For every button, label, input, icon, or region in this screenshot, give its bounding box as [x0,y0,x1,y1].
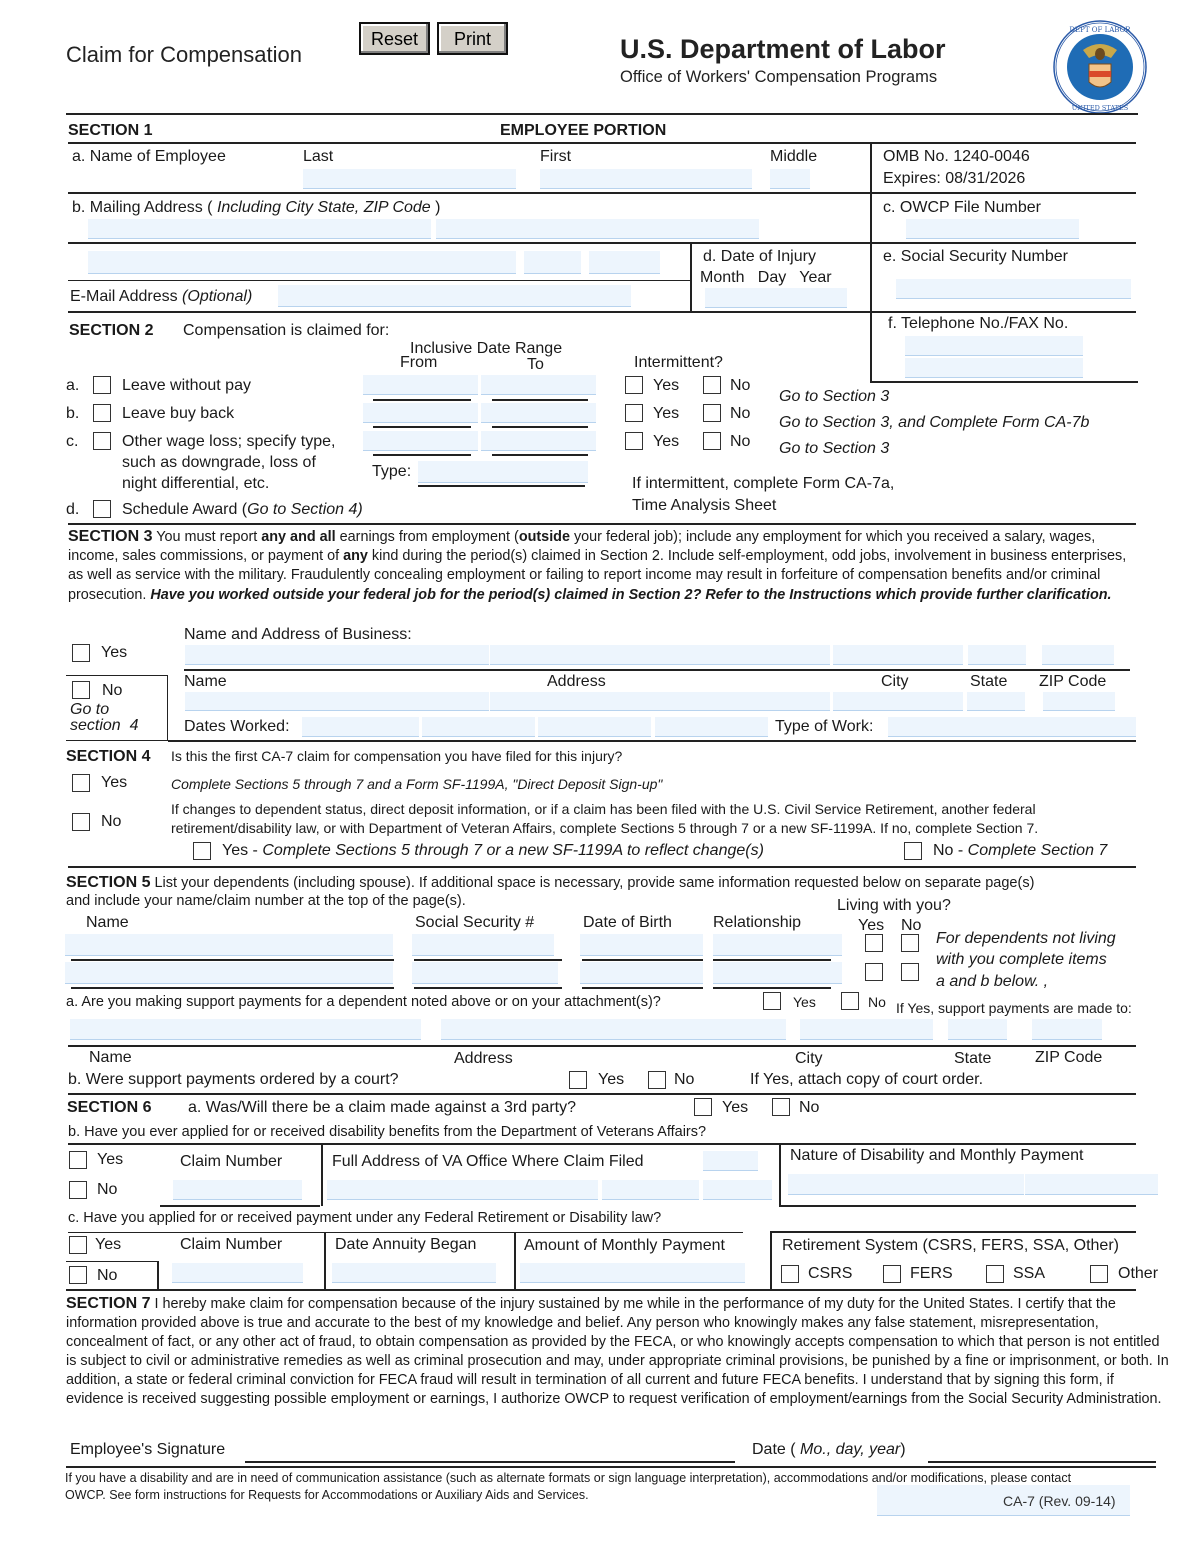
divider [160,1205,320,1207]
owl-intermittent-no-checkbox[interactable] [703,432,721,450]
yes-label: Yes [653,405,680,422]
section1-heading: SECTION 1 [68,122,153,139]
business-zip-input-2[interactable] [1043,692,1115,711]
ssn-input[interactable] [896,279,1131,299]
divider [870,142,872,382]
date-line [928,1461,1156,1463]
intermittent-note-line1: If intermittent, complete Form CA-7a, [632,475,895,492]
no-label: No [730,433,751,450]
last-name-label: Last [303,148,334,165]
divider [373,454,471,456]
date-label-text: Date ( [752,1441,801,1458]
agency-name: U.S. Department of Labor [620,34,946,64]
no-label: No [730,405,751,422]
divider [68,1143,1136,1145]
item-a-letter: a. [66,377,80,394]
dependent-ssn-col: Social Security # [415,914,535,931]
third-party-yes-checkbox[interactable] [694,1098,712,1116]
first-claim-yes-checkbox[interactable] [72,774,90,792]
dependent-relationship-col: Relationship [713,914,802,931]
changes-no-note: Complete Section 7 [967,842,1108,859]
divider [184,669,1130,671]
retirement-yes-checkbox[interactable] [69,1236,87,1254]
phone-fax-label: f. Telephone No./FAX No. [888,315,1069,332]
divider [68,192,1136,194]
mailing-address-label [72,199,440,217]
dependent1-ssn-input[interactable] [412,934,554,956]
support-address-input[interactable] [441,1019,786,1040]
business-zip-col: ZIP Code [1039,673,1107,690]
dates-worked-input-2[interactable] [422,717,535,737]
omb-number: OMB No. 1240-0046 [883,148,1030,165]
yes-label: Yes [653,377,680,394]
owl-intermittent-yes-checkbox[interactable] [625,432,643,450]
divider [373,426,471,428]
dependent-note-line3: a and b below. , [936,973,1049,990]
ssa-checkbox[interactable] [986,1265,1004,1283]
header-divider [66,113,1138,115]
accommodation-note-line2: OWCP. See form instructions for Requests for Accommodations or Auxiliary Aids and Services. [65,1488,589,1502]
monthly-payment-input[interactable] [1025,1174,1158,1195]
support-state-input[interactable] [948,1019,1007,1040]
intermittent-label: Intermittent? [634,354,723,371]
business-address-col: Address [547,673,606,690]
form-title: Claim for Compensation [66,42,302,67]
section3-text-part: kind during the period(s) claimed in Section 2. Include self-employment, odd jobs, involvement in business enterprises, as well as service with the military. Fraudulently concealing employment or failing to report income may result in forfeiture of compensation benefits and/or criminal prosecution. [68,548,1127,603]
date-of-injury-input[interactable] [705,288,847,308]
divider [713,959,831,961]
worked-outside-no-checkbox[interactable] [72,681,90,699]
first-name-label: First [540,148,572,165]
dependent1-dob-input[interactable] [580,934,703,956]
goto-section4-note: Go to [70,701,110,718]
yes-label: Yes [653,433,680,450]
retirement-system-label: Retirement System (CSRS, FERS, SSA, Other) [782,1237,1119,1254]
court-yes-checkbox[interactable] [569,1071,587,1089]
goto-section3-ca7b-note: Go to Section 3, and Complete Form CA-7b [779,414,1090,431]
divider [68,523,1136,525]
lwop-from-input[interactable] [363,375,478,395]
leave-buy-back-label: Leave buy back [122,405,235,422]
business-city-input-2[interactable] [833,692,963,711]
business-zip-input-1[interactable] [1042,645,1114,665]
email-label [70,288,252,306]
yes-label: Yes [722,1099,749,1116]
va-no-checkbox[interactable] [69,1181,87,1199]
no-label: No [97,1181,118,1198]
yes-label: Yes [793,994,816,1010]
worked-outside-yes-checkbox[interactable] [72,644,90,662]
divider [373,399,471,401]
wage-loss-type-input[interactable] [418,461,588,483]
fax-input[interactable] [905,358,1083,378]
date-annuity-input[interactable] [332,1263,496,1283]
support-name-col: Name [89,1049,132,1066]
mailing-label-close: ) [430,199,441,216]
telephone-input[interactable] [905,336,1083,356]
yes-label: Yes [101,774,128,791]
section7-certification: I hereby make claim for compensation because of the injury sustained by me while in the performance of my duty for the United States. I certify that the information provided above is true and accurate to the best of my knowledge and belief. Any person who knowingly makes any false statement, misrepresentation, concealment of fact, or any other act of fraud, to obtain compensation as provided by the FECA, or who knowingly accepts compensation to which that person is not entitled is subject to civil or administrative remedies as well as criminal prosecution and may, under appropriate criminal provisions, be punished by a fine or imprisonment, or both. In addition, a state or federal criminal conviction for FECA fraud will result in termination of all current and future FECA benefits. I understand that by signing this form, if evidence is received suggesting possible employment or earnings, I authorize OWCP to request verification of employment/earnings from the Social Security Administration. [66,1296,1169,1408]
date-label-close: ) [900,1441,906,1458]
first-claim-no-checkbox[interactable] [72,813,90,831]
section5-heading: SECTION 5 [66,874,151,891]
va-claim-number-label: Claim Number [180,1153,283,1170]
divider [68,1232,743,1233]
support-address-col: Address [454,1050,513,1067]
section5-intro-line2: and include your name/claim number at the top of the page(s). [66,893,466,909]
schedule-award-goto: Go to Section 4) [247,501,363,518]
yes-label: Yes [101,644,128,661]
item-d-letter: d. [66,501,80,518]
last-name-input[interactable] [303,169,516,189]
no-label: No [799,1099,820,1116]
section3-question: Have you worked outside your federal job for the period(s) claimed in Section 2? Refer to the Instructions which provide further clarification. [150,586,1112,603]
support-zip-input[interactable] [1032,1019,1102,1040]
dependent1-name-input[interactable] [65,934,393,956]
state-input[interactable] [524,251,581,274]
section4-heading: SECTION 4 [66,748,151,765]
changes-no-text: No - [933,842,968,859]
va-claim-number-input[interactable] [173,1180,302,1200]
dates-worked-label: Dates Worked: [184,718,290,735]
section7-text [66,1294,1170,1410]
accommodation-note-line1: If you have a disability and are in need of communication assistance (such as alternate formats or sign language interpretation), accommodations and/or modifications, please contact [65,1471,1072,1485]
support-no-checkbox[interactable] [841,992,859,1010]
fers-label: FERS [910,1265,953,1282]
divider [71,959,394,961]
changes-no-checkbox[interactable] [904,842,922,860]
schedule-award-label [122,501,363,519]
department-of-labor-seal-icon [1053,20,1147,114]
divider [68,242,1136,244]
lbb-from-input[interactable] [363,403,478,423]
section3-text [68,527,1143,605]
goto-section3-note: Go to Section 3 [779,440,890,457]
date-of-injury-label: d. Date of Injury [703,248,816,265]
section3-text-part: your federal job); include any employment for which you received a salary, wages, income, sales commissions, or payment of [68,529,1096,565]
form-number: CA-7 (Rev. 09-14) [1003,1493,1116,1509]
no-label: No [97,1267,118,1284]
third-party-no-checkbox[interactable] [772,1098,790,1116]
owcp-file-number-input[interactable] [906,219,1079,239]
signature-line [245,1461,735,1463]
va-office-state-input[interactable] [703,1180,772,1200]
changes-no-label [933,842,1107,860]
support-payments-question: a. Are you making support payments for a dependent noted above or on your attachment(s)? [66,994,661,1010]
owcp-file-number-label: c. OWCP File Number [883,199,1041,216]
divider [324,1232,326,1290]
va-office-address-label: Full Address of VA Office Where Claim Filed [332,1153,644,1170]
divider [414,959,562,961]
yes-label: Yes [95,1236,122,1253]
section2-intro: Compensation is claimed for: [183,322,390,339]
third-party-question: a. Was/Will there be a claim made against a 3rd party? [188,1099,577,1116]
section2-heading: SECTION 2 [69,322,154,339]
living-with-you-label: Living with you? [837,897,951,914]
dependent2-living-yes-checkbox[interactable] [865,963,883,981]
no-label: No [102,682,123,699]
section5-intro: List your dependents (including spouse). If additional space is necessary, provide same information requested below on separate page(s) [150,875,1035,891]
support-made-to-label: If Yes, support payments are made to: [896,1000,1132,1016]
other-wage-loss-line2: such as downgrade, loss of [122,454,316,471]
date-label-italic: Mo., day, year [800,1441,901,1458]
divider [168,740,1136,742]
divider [870,381,1138,383]
other-wage-loss-checkbox[interactable] [93,432,111,450]
date-of-injury-sublabel: Month Day Year [700,269,832,286]
csrs-checkbox[interactable] [781,1265,799,1283]
no-label: No [101,813,122,830]
monthly-payment-amount-input[interactable] [520,1263,745,1283]
zip-input[interactable] [589,251,660,274]
court-no-checkbox[interactable] [648,1071,666,1089]
divider [690,242,692,312]
divider [514,1232,516,1290]
signature-label: Employee's Signature [70,1441,226,1458]
changes-yes-text: Yes - [222,842,263,859]
living-no-col: No [901,917,922,934]
date-annuity-label: Date Annuity Began [335,1236,477,1253]
schedule-award-text: Schedule Award ( [122,501,248,518]
lwop-to-input[interactable] [481,375,596,395]
to-label: To [527,356,544,373]
svg-text:DEPT OF LABOR: DEPT OF LABOR [1069,26,1131,34]
section3-text-bold: outside [518,529,570,545]
yes-label: Yes [598,1071,625,1088]
svg-text:UNITED STATES: UNITED STATES [1071,104,1129,112]
divider [68,280,690,281]
changes-yes-checkbox[interactable] [193,842,211,860]
ssn-label: e. Social Security Number [883,248,1068,265]
email-optional-text: (Optional) [182,288,253,305]
employee-portion-heading: EMPLOYEE PORTION [500,122,667,139]
item-c-letter: c. [66,433,79,450]
dependent2-ssn-input[interactable] [412,962,558,984]
middle-name-label: Middle [770,148,818,165]
divider [492,454,588,456]
mailing-label-text: b. Mailing Address ( [72,199,217,216]
business-name-input-1[interactable] [185,645,489,665]
support-yes-checkbox[interactable] [763,992,781,1010]
other-system-checkbox[interactable] [1090,1265,1108,1283]
court-order-question: b. Were support payments ordered by a court? [68,1071,399,1088]
lwop-intermittent-yes-checkbox[interactable] [625,376,643,394]
nature-of-disability-input[interactable] [788,1174,1024,1195]
dependent2-living-no-checkbox[interactable] [901,963,919,981]
divider [713,987,831,989]
dependent-name-col: Name [86,914,129,931]
item-b-letter: b. [66,405,80,422]
divider [68,311,1136,313]
dependent1-living-no-checkbox[interactable] [901,934,919,952]
mailing-label-italic: Including City State, ZIP Code [216,199,431,216]
va-yes-checkbox[interactable] [69,1151,87,1169]
lbb-to-input[interactable] [481,403,596,423]
date-signed-field[interactable] [928,1438,1156,1462]
business-name-input-2[interactable] [185,692,489,711]
retirement-claim-number-input[interactable] [172,1263,303,1283]
date-range-label: Inclusive Date Range [410,340,563,357]
business-state-col: State [970,673,1008,690]
divider [582,987,703,989]
lbb-intermittent-no-checkbox[interactable] [703,404,721,422]
dependent2-relationship-input[interactable] [713,962,842,984]
support-city-input[interactable] [800,1019,933,1040]
dependent2-name-input[interactable] [65,962,393,984]
goto-section4-note-line2: section 4 [70,717,139,734]
changes-yes-label [222,842,764,860]
divider [770,1231,1136,1233]
retirement-no-checkbox[interactable] [69,1266,87,1284]
type-of-work-label: Type of Work: [775,718,874,735]
owl-from-input[interactable] [363,431,478,451]
email-input[interactable] [278,285,631,307]
intermittent-note-line2: Time Analysis Sheet [632,497,777,514]
changes-yes-note: Complete Sections 5 through 7 or a new SF-1199A to reflect change(s) [262,842,764,859]
office-name: Office of Workers' Compensation Programs [620,68,938,86]
nature-of-disability-label: Nature of Disability and Monthly Payment [790,1147,1084,1164]
divider [582,959,703,961]
employee-name-label: a. Name of Employee [72,148,226,165]
dates-worked-input-1[interactable] [302,717,419,737]
business-city-col: City [881,673,909,690]
business-city-input-1[interactable] [833,645,963,665]
divider [418,485,585,487]
divider [321,1143,323,1206]
divider [68,1093,1136,1095]
divider [779,1143,781,1206]
first-claim-yes-note: Complete Sections 5 through 7 and a Form SF-1199A, "Direct Deposit Sign-up" [171,776,663,792]
business-state-input-1[interactable] [968,645,1026,665]
divider [492,399,588,401]
reset-button[interactable]: Reset [359,22,430,55]
schedule-award-checkbox[interactable] [93,500,111,518]
middle-name-input[interactable] [770,169,810,189]
business-state-input-2[interactable] [967,692,1025,711]
first-claim-no-note-line2: retirement/disability law, or with Department of Veteran Affairs, complete Sections 5 through 7 or a new SF-1199A. If no, complete Section 7. [171,820,1039,836]
no-label: No [868,994,886,1010]
business-label: Name and Address of Business: [184,626,412,643]
no-label: No [674,1071,695,1088]
csrs-label: CSRS [808,1265,853,1282]
retirement-claim-number-label: Claim Number [180,1236,283,1253]
owl-to-input[interactable] [481,431,596,451]
divider [68,142,1136,144]
dependent-dob-col: Date of Birth [583,914,672,931]
support-state-col: State [954,1050,992,1067]
dependent-note-line2: with you complete items [936,951,1107,968]
dependent2-dob-input[interactable] [580,962,703,984]
divider [68,1045,1136,1047]
section3-text-part: earnings from employment ( [335,529,519,545]
divider [492,426,588,428]
mailing-address-line2-input[interactable] [436,219,759,239]
leave-without-pay-checkbox[interactable] [93,376,111,394]
leave-buy-back-checkbox[interactable] [93,404,111,422]
living-yes-col: Yes [858,917,885,934]
lwop-intermittent-no-checkbox[interactable] [703,376,721,394]
va-office-address-input[interactable] [327,1180,598,1200]
no-label: No [730,377,751,394]
signature-field[interactable] [245,1438,735,1462]
section3-heading: SECTION 3 [68,528,153,545]
section4-question: Is this the first CA-7 claim for compensation you have filed for this injury? [171,748,623,764]
divider [66,1466,1156,1468]
divider [66,1289,1136,1291]
leave-without-pay-label: Leave without pay [122,377,251,394]
section5-intro-line1 [66,874,1034,892]
divider [68,866,1136,868]
type-label: Type: [372,463,412,480]
section3-text-bold: any and all [261,529,336,545]
divider [71,987,394,989]
other-wage-loss-label: Other wage loss; specify type, [122,433,336,450]
first-name-input[interactable] [540,169,752,189]
print-button[interactable]: Print [437,22,508,55]
type-of-work-input[interactable] [888,717,1136,737]
dates-worked-input-3[interactable] [538,717,651,737]
dates-worked-input-4[interactable] [655,717,768,737]
support-name-input[interactable] [70,1019,421,1040]
court-order-note: If Yes, attach copy of court order. [750,1071,984,1088]
support-city-col: City [795,1050,823,1067]
dependent1-relationship-input[interactable] [713,934,842,956]
ssa-label: SSA [1013,1265,1046,1282]
yes-label: Yes [97,1151,124,1168]
dependent-note-line1: For dependents not living [936,930,1116,947]
monthly-payment-amount-label: Amount of Monthly Payment [524,1237,725,1254]
email-label-text: E-Mail Address [70,288,183,305]
first-claim-no-note-line1: If changes to dependent status, direct deposit information, or if a claim has been filed with the U.S. Civil Service Retirement, another federal [171,801,1036,817]
goto-section3-note: Go to Section 3 [779,388,890,405]
divider [414,987,562,989]
business-address-input-1[interactable] [490,645,830,665]
fers-checkbox[interactable] [883,1265,901,1283]
omb-expires: Expires: 08/31/2026 [883,170,1026,187]
divider [779,1205,1136,1207]
dependent1-living-yes-checkbox[interactable] [865,934,883,952]
section3-text-bold: any [343,548,368,565]
va-office-city-input[interactable] [602,1180,699,1200]
federal-retirement-question: c. Have you applied for or received payment under any Federal Retirement or Disability law? [68,1210,662,1226]
date-signed-label [752,1441,906,1459]
other-wage-loss-line3: night differential, etc. [122,475,270,492]
va-office-zip-input[interactable] [703,1151,758,1171]
divider [770,1231,772,1290]
va-benefits-question: b. Have you ever applied for or received disability benefits from the Department of Veterans Affairs? [68,1124,707,1140]
other-system-label: Other [1118,1265,1159,1282]
section7-heading: SECTION 7 [66,1295,151,1312]
section6-heading: SECTION 6 [67,1099,152,1116]
city-input[interactable] [88,251,516,274]
business-address-input-2[interactable] [490,692,830,711]
from-label: From [400,354,438,371]
mailing-address-line1-input[interactable] [88,219,431,239]
business-name-col: Name [184,673,227,690]
support-zip-col: ZIP Code [1035,1049,1103,1066]
section3-text-part: You must report [152,529,262,545]
lbb-intermittent-yes-checkbox[interactable] [625,404,643,422]
